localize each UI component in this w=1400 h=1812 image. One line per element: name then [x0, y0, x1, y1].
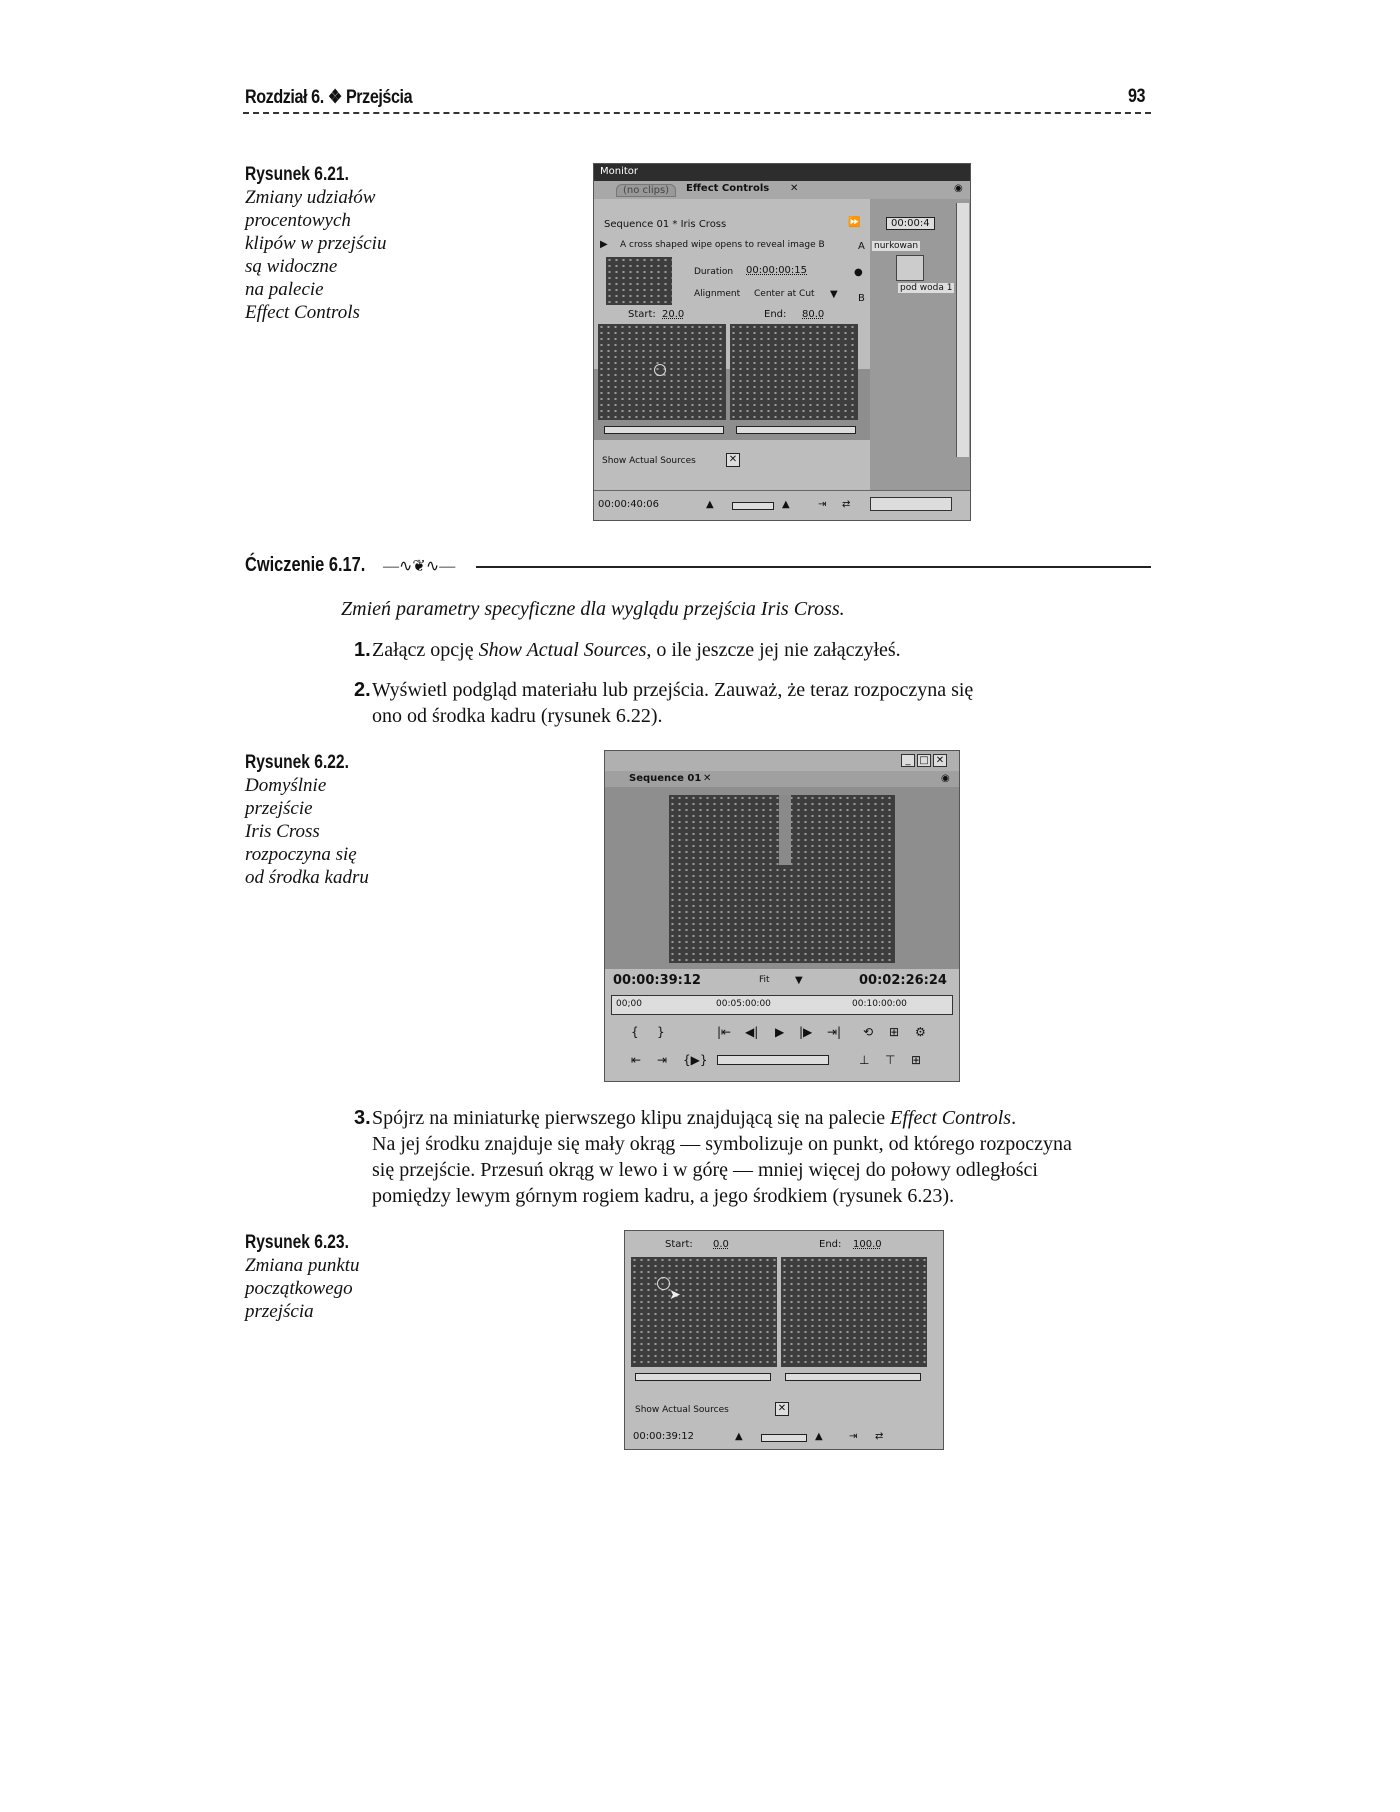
caption-line: początkowego	[245, 1278, 353, 1299]
close-icon[interactable]: ✕	[790, 183, 799, 194]
chevron-down-icon[interactable]: ▼	[830, 289, 838, 300]
sequence-label: Sequence 01 * Iris Cross	[604, 219, 727, 230]
step-3	[354, 1105, 1072, 1209]
show-actual-sources-label: Show Actual Sources	[635, 1405, 729, 1415]
play-transition-icon[interactable]: ⏩	[848, 217, 861, 228]
title-bar	[594, 164, 970, 181]
effect-controls-screenshot	[593, 163, 971, 521]
caption-line: Zmiana punktu	[245, 1255, 360, 1276]
program-preview	[669, 795, 895, 963]
label-b: B	[858, 293, 865, 304]
go-to-out-icon[interactable]: ⇥|	[827, 1025, 842, 1039]
caption-title: Rysunek 6.21.	[245, 164, 349, 185]
iris-cross-reveal	[779, 795, 791, 865]
lift-icon[interactable]: ⊥	[859, 1053, 870, 1067]
step-number: 1.	[354, 639, 371, 661]
caption-title: Rysunek 6.22.	[245, 752, 349, 773]
exercise-rule	[476, 566, 1151, 568]
caption-title: Rysunek 6.23.	[245, 1232, 349, 1253]
clip-a-preview	[631, 1257, 777, 1367]
go-to-in-icon[interactable]: |⇤	[717, 1025, 732, 1039]
start-value[interactable]: 0.0	[713, 1239, 729, 1250]
transition-thumbnail	[606, 257, 672, 305]
caption-line: przejścia	[245, 1301, 314, 1322]
alignment-select[interactable]: Center at Cut	[754, 289, 815, 299]
ruler-label: 00:05:00:00	[716, 999, 771, 1009]
end-value[interactable]: 100.0	[853, 1239, 882, 1250]
step-back-icon[interactable]: ◀|	[745, 1025, 759, 1039]
panel-menu-icon[interactable]: ◉	[954, 183, 963, 194]
play-icon[interactable]: ▶	[775, 1025, 785, 1039]
start-value[interactable]: 20.0	[662, 309, 685, 320]
go-to-next-edit-icon[interactable]: ⇥	[657, 1053, 668, 1067]
tab-bar	[594, 181, 970, 199]
mark-out-icon[interactable]: }	[657, 1025, 665, 1039]
figure-6-21-caption	[245, 164, 386, 324]
clip-b-preview	[781, 1257, 927, 1367]
ruler-label: 00:10:00:00	[852, 999, 907, 1009]
header-rule	[243, 112, 1151, 114]
window-bar	[605, 751, 959, 771]
bottom-bar	[594, 490, 970, 521]
end-slider[interactable]	[736, 426, 856, 434]
start-point-screenshot	[624, 1230, 944, 1450]
panel-menu-icon[interactable]: ◉	[941, 773, 950, 784]
caption-line: na palecie	[245, 279, 324, 300]
chevron-down-icon[interactable]: ▼	[795, 975, 803, 986]
step-text: .	[1011, 1107, 1017, 1129]
running-header: Rozdział 6. ❖ Przejścia	[245, 87, 413, 108]
timeline-pane	[870, 199, 970, 490]
zoom-out-icon[interactable]: ▲	[706, 499, 714, 510]
clip-a-label: nurkowan	[874, 241, 919, 251]
tab-sequence[interactable]: Sequence 01	[629, 773, 702, 784]
caption-line: procentowych	[245, 210, 351, 231]
step-2	[354, 677, 973, 729]
trim-icon[interactable]: ⊞	[911, 1053, 922, 1067]
marker-icon[interactable]: ⇥	[849, 1431, 858, 1442]
end-slider[interactable]	[785, 1373, 921, 1381]
start-label: Start:	[665, 1239, 693, 1250]
mouse-cursor-icon: ➤	[669, 1287, 681, 1303]
zoom-in-icon[interactable]: ▲	[815, 1431, 823, 1442]
tab-effect-controls[interactable]: Effect Controls	[686, 183, 770, 194]
timeline-timecode[interactable]: 00:00:4	[886, 217, 935, 230]
caption-line: rozpoczyna się	[245, 844, 357, 865]
help-icon: ●	[854, 267, 863, 278]
step-text: pomiędzy lewym górnym rogiem kadru, a jego środkiem (rysunek 6.23).	[372, 1185, 955, 1207]
transition-description: A cross shaped wipe opens to reveal image B	[620, 240, 825, 250]
alignment-label: Alignment	[694, 289, 741, 299]
start-slider[interactable]	[635, 1373, 771, 1381]
end-label: End:	[819, 1239, 842, 1250]
bottom-timecode[interactable]: 00:00:39:12	[633, 1431, 695, 1442]
center-point-handle[interactable]	[654, 364, 666, 376]
transport-area	[605, 969, 959, 1081]
safe-margins-icon[interactable]: ⊞	[889, 1025, 900, 1039]
label-a: A	[858, 241, 865, 252]
end-label: End:	[764, 309, 787, 320]
caption-line: są widoczne	[245, 256, 338, 277]
maximize-icon[interactable]: □	[917, 754, 931, 767]
figure-6-23-caption	[245, 1232, 372, 1323]
caption-line: Zmiany udziałów	[245, 187, 376, 208]
output-icon[interactable]: ⚙	[915, 1025, 926, 1039]
zoom-in-icon[interactable]: ▲	[782, 499, 790, 510]
start-slider[interactable]	[604, 426, 724, 434]
zoom-select[interactable]: Fit	[759, 975, 770, 985]
loop-icon[interactable]: ⟲	[863, 1025, 874, 1039]
play-in-to-out-icon[interactable]: {▶}	[683, 1053, 708, 1067]
jog-shuttle[interactable]	[717, 1055, 829, 1065]
options-area	[594, 440, 870, 490]
bottom-timecode[interactable]: 00:00:40:06	[598, 499, 660, 510]
step-number: 2.	[354, 679, 371, 701]
exercise-title: Ćwiczenie 6.17.	[245, 554, 366, 576]
duration-label: Duration	[694, 267, 734, 277]
step-1	[354, 637, 901, 663]
step-text: Wyświetl podgląd materiału lub przejścia. Zauważ, że teraz rozpoczyna się	[372, 679, 974, 701]
go-to-previous-edit-icon[interactable]: ⇤	[631, 1053, 642, 1067]
page-number: 93	[1128, 86, 1146, 107]
caption-line: przejście	[245, 798, 313, 819]
time-ruler[interactable]	[611, 995, 953, 1015]
step-text-emphasis: Show Actual Sources	[478, 639, 647, 661]
program-monitor-screenshot	[604, 750, 960, 1082]
step-text: Załącz opcję	[372, 639, 479, 661]
vertical-scrollbar[interactable]	[956, 203, 969, 457]
step-text: ono od środka kadru (rysunek 6.22).	[372, 705, 663, 727]
figure-6-22-caption	[245, 752, 372, 889]
extract-icon[interactable]: ⊤	[885, 1053, 896, 1067]
current-timecode[interactable]: 00:00:39:12	[613, 973, 701, 988]
caption-line: klipów w przejściu	[245, 233, 387, 254]
clip-a-preview	[598, 324, 726, 420]
caption-line: Domyślnie	[245, 775, 327, 796]
tab-bar	[605, 771, 959, 787]
show-actual-sources-label: Show Actual Sources	[602, 456, 696, 466]
step-text-emphasis: Effect Controls	[890, 1107, 1012, 1129]
caption-line: Effect Controls	[245, 302, 360, 323]
tab-no-clips[interactable]: (no clips)	[616, 184, 676, 197]
zoom-slider[interactable]	[732, 502, 774, 510]
show-actual-sources-checkbox[interactable]: ✕	[726, 453, 740, 467]
step-text: , o ile jeszcze jej nie załączyłeś.	[646, 639, 901, 661]
start-label: Start:	[628, 309, 656, 320]
minimize-icon[interactable]: _	[901, 754, 915, 767]
zoom-out-icon[interactable]: ▲	[735, 1431, 743, 1442]
end-value[interactable]: 80.0	[802, 309, 825, 320]
duration-timecode: 00:02:26:24	[859, 973, 947, 988]
transition-block[interactable]	[896, 255, 924, 281]
exercise-heading	[245, 554, 392, 577]
exercise-intro: Zmień parametry specyficzne dla wyglądu przejścia Iris Cross.	[341, 598, 845, 620]
window-title: Monitor	[600, 166, 639, 177]
close-icon[interactable]: ✕	[703, 773, 712, 784]
step-text: się przejście. Przesuń okrąg w lewo i w górę — mniej więcej do połowy odległości	[372, 1159, 1038, 1181]
horizontal-scrollbar[interactable]	[870, 497, 952, 511]
caption-line: Iris Cross	[245, 821, 320, 842]
caption-line: od środka kadru	[245, 867, 369, 888]
clip-b-preview	[730, 324, 858, 420]
marker-icon[interactable]: ⇥	[818, 499, 827, 510]
loop-icon[interactable]: ⇄	[842, 499, 851, 510]
close-icon[interactable]: ✕	[933, 754, 947, 767]
mark-in-icon[interactable]: {	[631, 1025, 639, 1039]
play-icon[interactable]: ▶	[600, 239, 608, 250]
duration-value[interactable]: 00:00:00:15	[746, 265, 808, 276]
ornament-icon: —∿❦∿—	[383, 558, 456, 575]
step-number: 3.	[354, 1107, 371, 1129]
step-text: Na jej środku znajduje się mały okrąg — symbolizuje on punkt, od którego rozpoczyna	[372, 1133, 1072, 1155]
show-actual-sources-checkbox[interactable]: ✕	[775, 1402, 789, 1416]
zoom-slider[interactable]	[761, 1434, 807, 1442]
clip-b-label: pod woda 1	[900, 283, 953, 293]
step-text: Spójrz na miniaturkę pierwszego klipu znajdującą się na palecie	[372, 1107, 891, 1129]
loop-icon[interactable]: ⇄	[875, 1431, 884, 1442]
step-forward-icon[interactable]: |▶	[799, 1025, 813, 1039]
ruler-label: 00;00	[616, 999, 642, 1009]
